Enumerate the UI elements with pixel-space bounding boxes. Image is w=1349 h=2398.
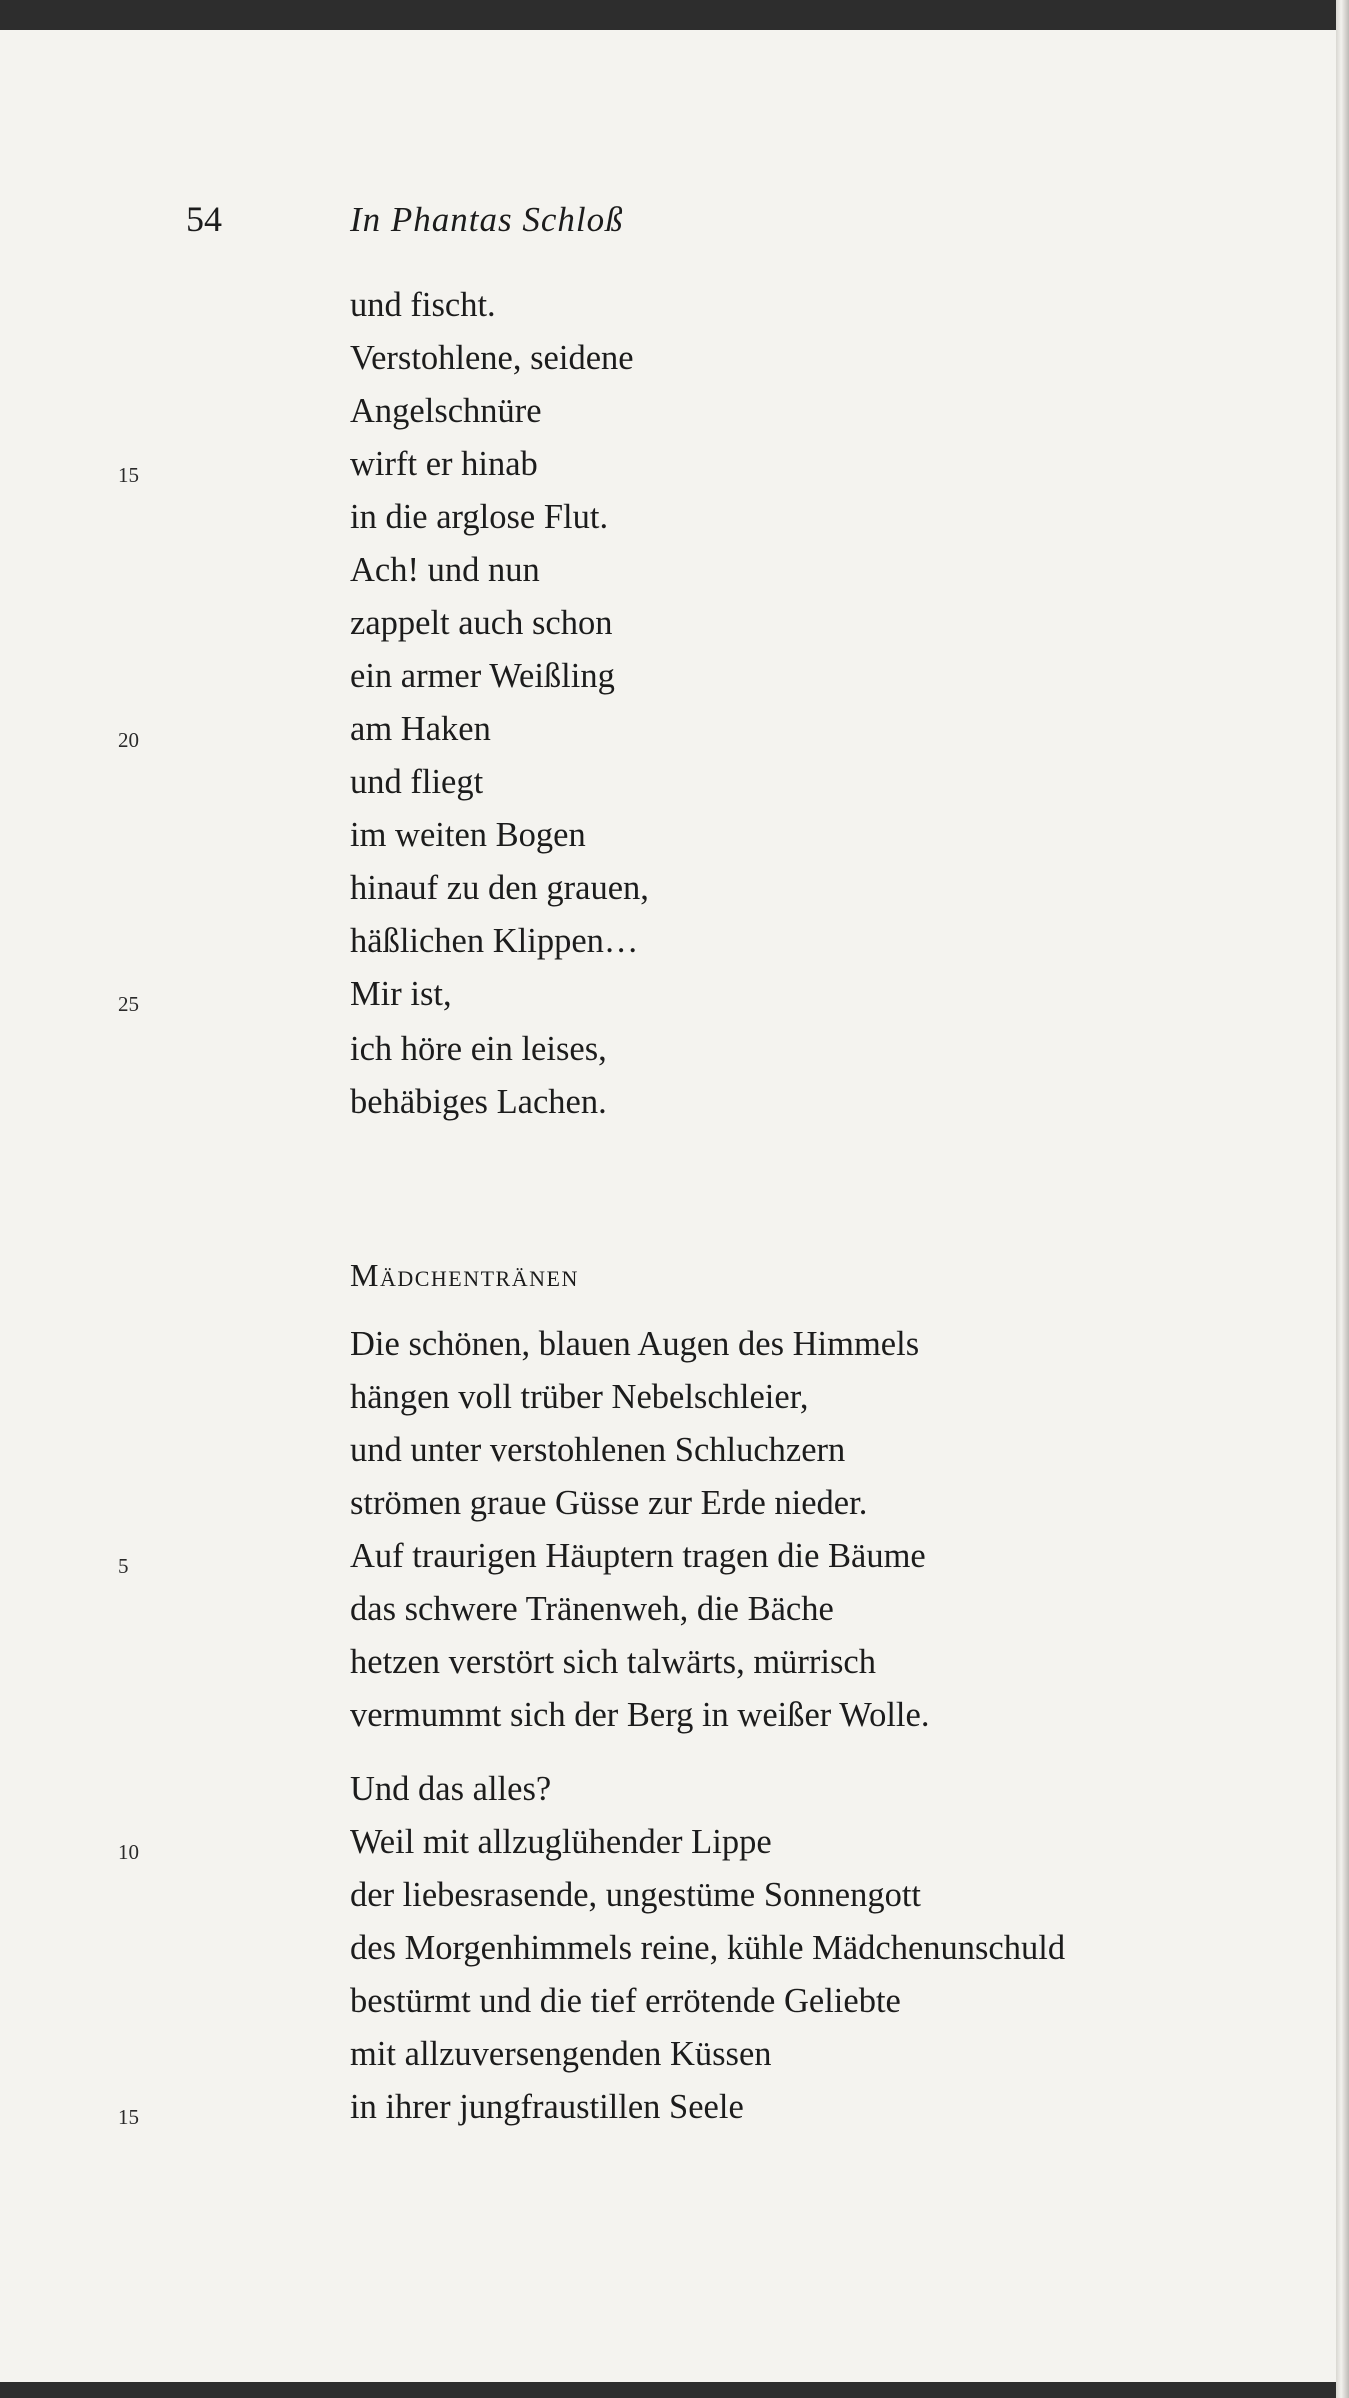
poem-line: Mir ist, [350, 975, 452, 1013]
poem-line: in ihrer jungfraustillen Seele [350, 2088, 744, 2126]
poem-line: das schwere Tränenweh, die Bäche [350, 1590, 834, 1628]
line-number: 15 [118, 2105, 139, 2129]
poem-line: Verstohlene, seidene [350, 339, 634, 377]
book-edge [1336, 0, 1349, 2398]
poem-line: Und das alles? [350, 1770, 552, 1808]
poem-line: mit allzuversengenden Küssen [350, 2035, 772, 2073]
poem-line: behäbiges Lachen. [350, 1083, 607, 1121]
poem-line: hängen voll trüber Nebelschleier, [350, 1378, 809, 1416]
poem-line: hinauf zu den grauen, [350, 869, 649, 907]
line-number: 20 [118, 728, 139, 752]
show-through-decoration [0, 30, 1336, 2382]
poem-line: strömen graue Güsse zur Erde nieder. [350, 1484, 868, 1522]
poem-line: Die schönen, blauen Augen des Himmels [350, 1325, 920, 1363]
line-number: 10 [118, 1840, 139, 1864]
page-sheet [0, 30, 1339, 2382]
poem-line: häßlichen Klippen… [350, 922, 639, 960]
poem-line: Ach! und nun [350, 551, 540, 589]
poem-line: und fliegt [350, 763, 484, 801]
poem-title: Mädchentränen [350, 1257, 579, 1293]
poem-line: der liebesrasende, ungestüme Sonnengott [350, 1876, 922, 1914]
poem-line: Auf traurigen Häuptern tragen die Bäume [350, 1537, 926, 1575]
poem-line: Weil mit allzuglühender Lippe [350, 1823, 772, 1861]
poem-line: hetzen verstört sich talwärts, mürrisch [350, 1643, 876, 1681]
running-head: In Phantas Schloß [350, 200, 624, 239]
poem-line: zappelt auch schon [350, 604, 613, 642]
page-number: 54 [186, 199, 222, 239]
poem-line: und fischt. [350, 286, 496, 324]
poem-line: am Haken [350, 710, 491, 748]
poem-line: in die arglose Flut. [350, 498, 609, 536]
poem-line: ich höre ein leises, [350, 1030, 607, 1068]
poem-line: und unter verstohlenen Schluchzern [350, 1431, 846, 1469]
poem-line: ein armer Weißling [350, 657, 615, 695]
poem-line: vermummt sich der Berg in weißer Wolle. [350, 1696, 930, 1734]
poem-line: Angelschnüre [350, 392, 542, 430]
line-number: 15 [118, 463, 139, 487]
poem-line: wirft er hinab [350, 445, 538, 483]
poem-line: des Morgenhimmels reine, kühle Mädchenunschuld [350, 1929, 1066, 1967]
poem-line: im weiten Bogen [350, 816, 586, 854]
poem-line: bestürmt und die tief errötende Geliebte [350, 1982, 901, 2020]
line-number: 25 [118, 992, 139, 1016]
line-number: 5 [118, 1554, 129, 1578]
